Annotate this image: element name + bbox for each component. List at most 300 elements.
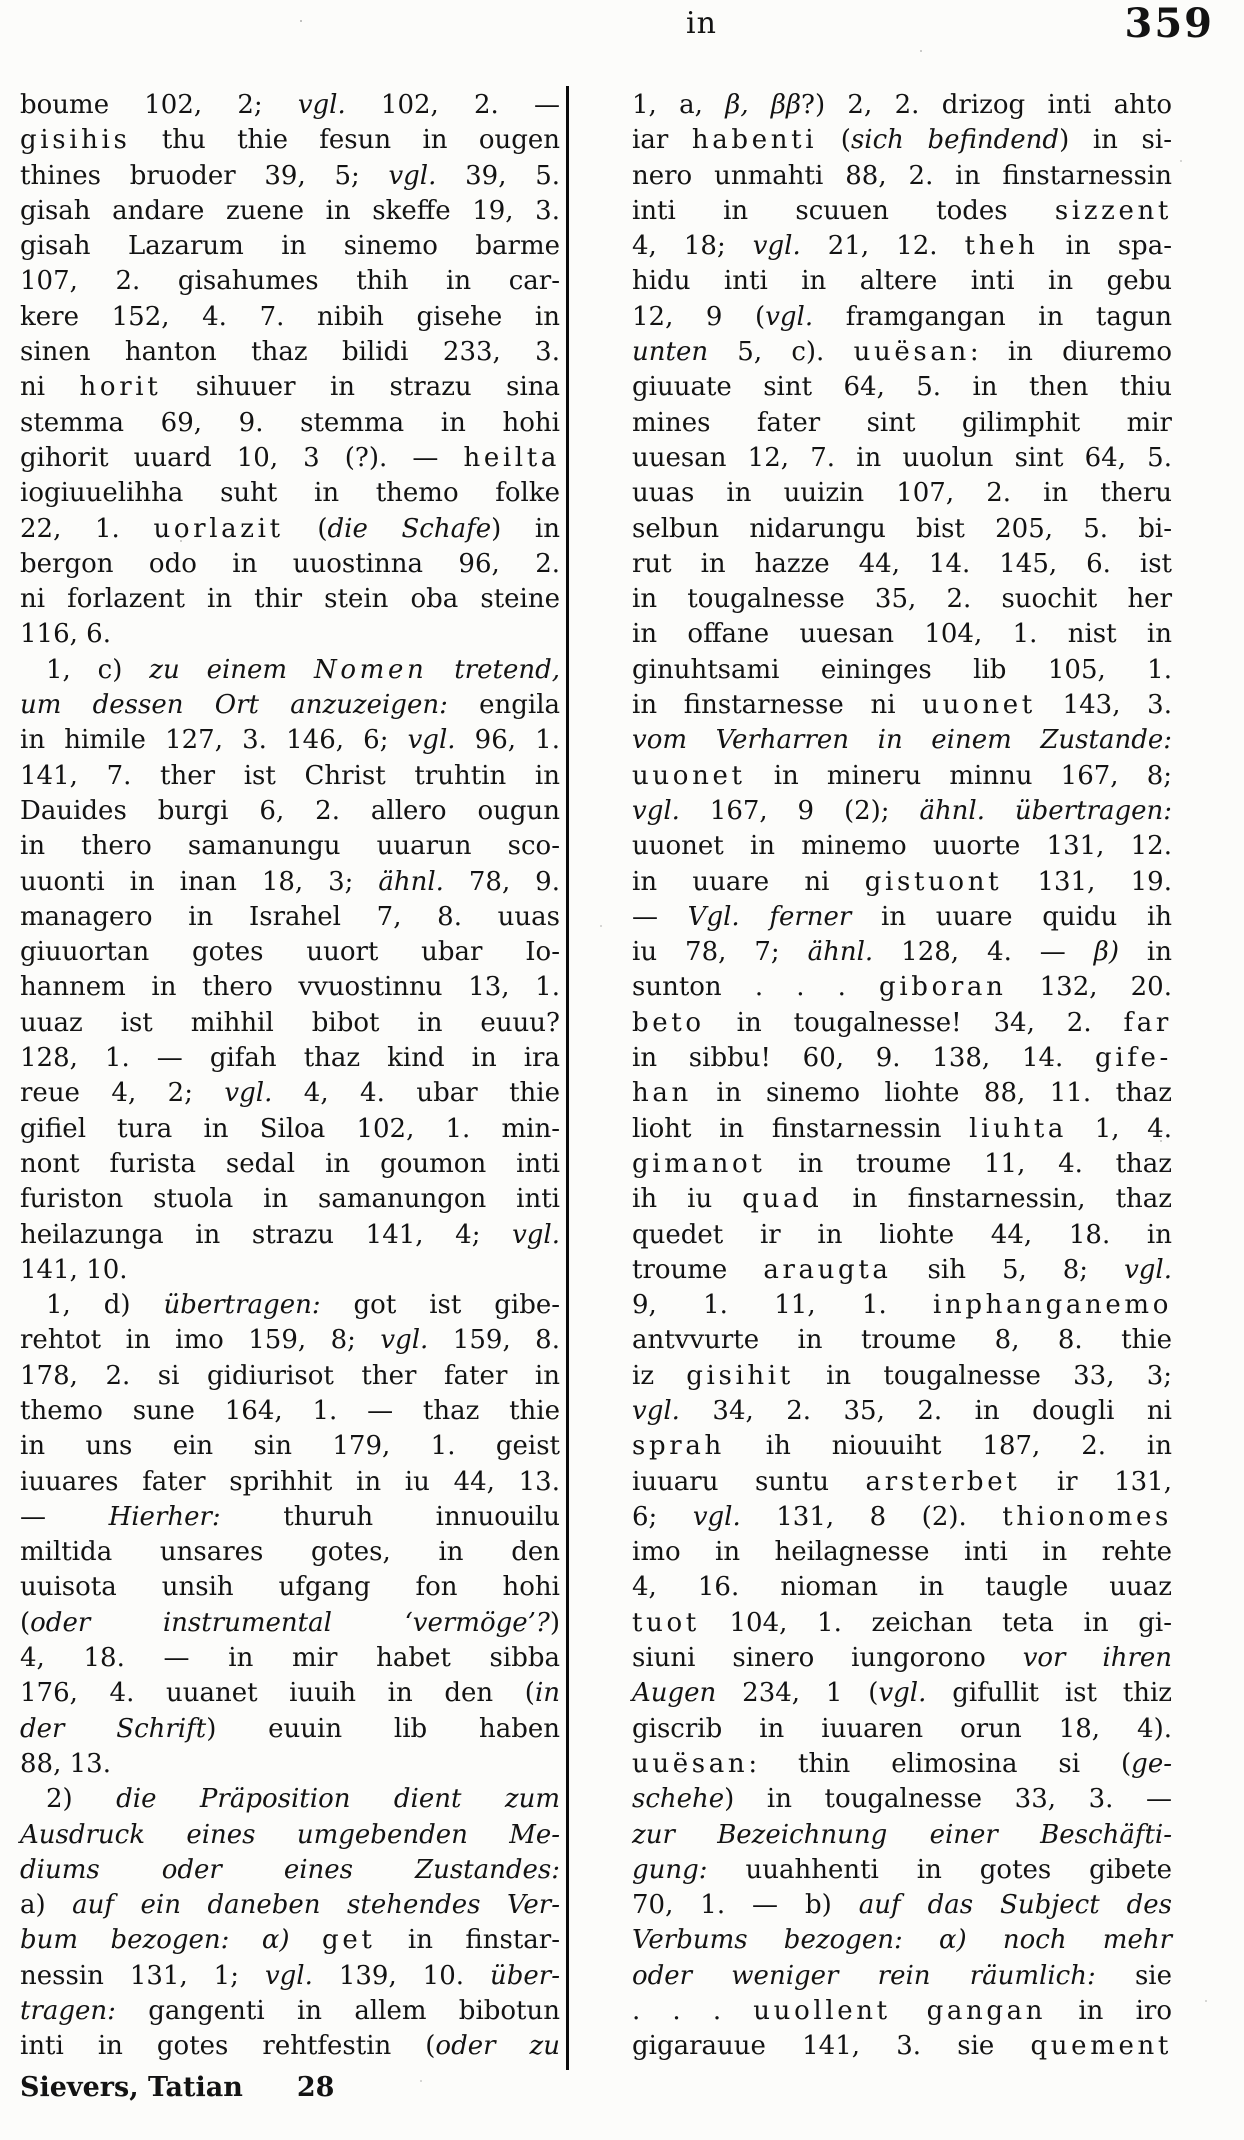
text-segment: 131, 19.	[1002, 866, 1172, 897]
text-segment: lioht in finstarnessin	[632, 1113, 970, 1144]
text-segment: horit	[79, 372, 162, 403]
text-line	[20, 547, 560, 582]
text-segment: vgl.	[752, 231, 801, 262]
text-line	[632, 1076, 1172, 1111]
text-segment: 12, 9 (	[632, 301, 766, 332]
text-segment: gisah andare zuene in skeffe 19, 3.	[20, 195, 560, 226]
text-segment: 88, 13.	[20, 1748, 111, 1779]
text-segment: ähnl.	[378, 866, 444, 897]
text-line	[632, 1429, 1172, 1464]
text-segment: iz	[632, 1360, 687, 1391]
text-line	[632, 229, 1172, 264]
text-line	[20, 582, 560, 617]
text-segment: in troume 11, 4. thaz	[765, 1148, 1172, 1179]
text-segment: theh	[964, 231, 1039, 262]
text-segment: in sinemo liohte 88, 11. thaz	[691, 1078, 1172, 1109]
text-segment: (	[20, 1607, 31, 1638]
text-segment: gihorit uuard 10, 3 (?). —	[20, 442, 464, 473]
text-segment: vgl.	[297, 90, 346, 120]
text-segment: ) in si-	[1059, 125, 1172, 156]
text-segment: vom Verharren in einem Zustande:	[632, 725, 1172, 756]
text-line	[632, 159, 1172, 194]
text-segment: zu einem	[149, 654, 314, 685]
text-segment: thuruh innuouilu	[220, 1501, 560, 1532]
text-line	[20, 1359, 560, 1394]
text-segment: vgl.	[632, 1395, 680, 1426]
text-line	[20, 1465, 560, 1500]
sheet-number: 28	[296, 2072, 335, 2103]
text-segment: gung:	[632, 1854, 708, 1885]
text-segment: get	[322, 1925, 376, 1956]
text-segment: 34, 2. 35, 2. in dougli ni	[679, 1395, 1172, 1426]
text-segment: hidu inti in altere inti in gebu	[632, 266, 1172, 297]
printer-signature: Sievers, Tatian	[20, 2072, 243, 2103]
text-segment: mines fater sint gilimphit mir	[632, 407, 1172, 438]
text-segment: thu thie fesun in ougen	[130, 125, 560, 156]
text-line	[20, 476, 560, 511]
text-segment: 9, 1. 11, 1.	[632, 1290, 934, 1321]
text-segment: han	[632, 1078, 692, 1109]
text-line	[632, 1676, 1172, 1711]
text-line	[632, 1994, 1172, 2029]
text-line	[20, 1535, 560, 1570]
text-segment: sunton . . .	[632, 972, 880, 1003]
text-segment: thionomes	[1002, 1501, 1172, 1532]
text-segment: sih 5, 8;	[891, 1254, 1125, 1285]
text-segment: nero unmahti 88, 2. in finstarnessin	[632, 160, 1172, 191]
text-segment: über-	[490, 1960, 560, 1991]
text-segment: uuaz ist mihhil bibot in euuu?	[20, 1007, 560, 1038]
text-segment: in uuare ni	[632, 866, 865, 897]
text-segment: uuollent gangan	[753, 1996, 1047, 2027]
text-segment: araugta	[763, 1254, 892, 1285]
text-line	[632, 1641, 1172, 1676]
text-segment: 5, c).	[708, 337, 854, 368]
text-line	[632, 1359, 1172, 1394]
text-segment: giuuate sint 64, 5. in then thiu	[632, 372, 1172, 403]
scan-noise	[300, 20, 302, 22]
text-line	[632, 88, 1172, 123]
text-segment: beto	[632, 1007, 705, 1038]
text-segment: 104, 1. zeichan teta in gi-	[699, 1607, 1172, 1638]
text-segment: ni	[20, 372, 80, 403]
text-segment: ge-	[1131, 1748, 1172, 1779]
text-segment: —	[632, 901, 688, 932]
text-line	[20, 865, 560, 900]
text-line	[632, 1112, 1172, 1147]
text-line	[20, 194, 560, 229]
text-line	[632, 865, 1172, 900]
text-segment: vgl.	[765, 301, 814, 332]
text-line	[20, 264, 560, 299]
text-segment: tuot	[632, 1607, 700, 1638]
text-segment: gisihis	[20, 125, 131, 156]
text-segment: (	[283, 513, 328, 544]
text-segment	[967, 1925, 1003, 1955]
text-segment: sinen hanton thaz bilidi 233, 3.	[20, 337, 560, 368]
text-segment: zur Bezeichnung einer Beschäfti-	[632, 1819, 1172, 1850]
text-segment: —	[20, 1501, 109, 1532]
text-line	[20, 1218, 560, 1253]
text-segment: stemma 69, 9. stemma in hohi	[20, 407, 560, 438]
text-line	[20, 1782, 560, 1817]
text-segment: thines bruoder 39, 5;	[20, 160, 389, 191]
text-segment: in uns ein sin 179, 1. geist	[20, 1431, 560, 1462]
text-segment: framgangan in tagun	[813, 301, 1172, 332]
text-segment: sizzent	[1054, 195, 1172, 226]
text-segment: uuësan	[632, 1748, 749, 1779]
text-segment: inphanganemo	[933, 1290, 1172, 1321]
text-line	[20, 88, 560, 123]
text-segment: ginuhtsami eininges lib 105, 1.	[632, 654, 1172, 685]
text-segment: uuisota unsih ufgang fon hohi	[20, 1572, 560, 1603]
text-segment: vgl.	[388, 160, 437, 191]
text-segment: diums oder eines Zustandes:	[20, 1854, 560, 1885]
text-line	[20, 1429, 560, 1464]
text-line	[632, 300, 1172, 335]
text-segment: 128, 1. — gifah thaz kind in ira	[20, 1043, 560, 1074]
text-segment: uuonet in minemo uuorte 131, 12.	[632, 831, 1172, 862]
text-line	[632, 1606, 1172, 1641]
text-segment: in tougalnesse 35, 2. suochit her	[632, 584, 1172, 615]
text-segment: miltida unsares gotes, in den	[20, 1537, 560, 1568]
text-segment: boume 102, 2;	[20, 90, 298, 120]
text-line	[20, 935, 560, 970]
text-line	[20, 406, 560, 441]
text-segment: in offane uuesan 104, 1. nist in	[632, 619, 1172, 650]
text-line	[20, 123, 560, 158]
text-line	[20, 512, 560, 547]
text-segment: vgl.	[632, 795, 680, 826]
text-segment: quedet ir in liohte 44, 18. in	[632, 1219, 1172, 1250]
text-line	[632, 335, 1172, 370]
text-segment: : thin elimosina si (	[748, 1748, 1132, 1779]
text-segment: 139, 10.	[312, 1960, 490, 1991]
text-segment: in finstarnessin, thaz	[822, 1184, 1173, 1215]
text-segment: in iro	[1046, 1996, 1172, 2027]
text-segment: 39, 5.	[436, 160, 560, 191]
text-segment: 1, c)	[46, 654, 150, 685]
text-segment: 1, 4.	[1067, 1113, 1172, 1144]
text-segment: gisah Lazarum in sinemo barme	[20, 231, 560, 262]
text-segment: nont furista sedal in goumon inti	[20, 1148, 560, 1179]
text-segment: 176, 4. uuanet iuuih in den (	[20, 1678, 535, 1709]
text-segment: iar	[632, 125, 692, 156]
text-line	[632, 476, 1172, 511]
text-segment: giscrib in iuuaren orun 18, 4).	[632, 1713, 1172, 1744]
text-segment: die Präposition dient zum	[116, 1784, 560, 1815]
text-segment: a)	[20, 1890, 73, 1921]
text-segment: 128, 4. —	[873, 937, 1094, 968]
text-segment: sihuuer in strazu sina	[161, 372, 560, 403]
text-line	[632, 617, 1172, 652]
text-line	[20, 1923, 560, 1958]
left-text-column	[20, 88, 560, 2065]
text-segment: heilazunga in strazu 141, 4;	[20, 1219, 513, 1250]
text-line	[20, 335, 560, 370]
text-line	[632, 1782, 1172, 1817]
text-segment: (	[817, 125, 851, 156]
text-line	[632, 688, 1172, 723]
text-segment: antvvurte in troume 8, 8. thie	[632, 1325, 1172, 1356]
text-line	[632, 1500, 1172, 1535]
text-segment: kere 152, 4. 7. nibih gisehe in	[20, 301, 560, 332]
text-line	[632, 441, 1172, 476]
text-line	[632, 547, 1172, 582]
text-segment: in finstar-	[375, 1925, 560, 1956]
text-line	[632, 1747, 1172, 1782]
text-segment: 178, 2. si gidiurisot ther fater in	[20, 1360, 560, 1391]
text-segment: 143, 3.	[1035, 690, 1172, 721]
text-segment: uuonet	[922, 690, 1036, 721]
text-line	[632, 794, 1172, 829]
text-segment: 4, 16. nioman in taugle uuaz	[632, 1572, 1172, 1603]
text-segment: 116, 6.	[20, 619, 111, 650]
text-segment: 6;	[632, 1501, 693, 1532]
text-segment: in	[1118, 937, 1172, 968]
text-segment: reue 4, 2;	[20, 1078, 225, 1109]
text-segment: Vgl. ferner	[687, 901, 852, 932]
text-line	[20, 1500, 560, 1535]
text-segment: vgl.	[878, 1678, 927, 1709]
text-segment: Verbums bezogen:	[632, 1925, 903, 1956]
text-segment: troume	[632, 1254, 764, 1285]
text-segment: managero in Israhel 7, 8. uuas	[20, 901, 560, 932]
text-segment: uuonti in inan 18, 3;	[20, 866, 379, 897]
text-segment	[229, 1925, 261, 1955]
text-segment: 1, d)	[46, 1290, 164, 1321]
page-number: 359	[1124, 0, 1214, 47]
text-segment: gangenti in allem bibotun	[115, 1996, 560, 2027]
text-segment: 167, 9 (2);	[679, 795, 920, 826]
text-segment: α)	[261, 1925, 290, 1956]
text-segment: giuuortan gotes uuort ubar Io-	[20, 937, 560, 968]
text-segment: 1, a,	[632, 90, 726, 120]
text-line	[20, 1112, 560, 1147]
text-segment: oder weniger rein räumlich:	[632, 1960, 1096, 1991]
text-line	[20, 300, 560, 335]
text-segment: vgl.	[380, 1325, 429, 1356]
text-segment: ähnl. übertragen:	[919, 795, 1172, 826]
text-segment: gisihit	[686, 1360, 794, 1391]
text-segment: Augen	[632, 1678, 717, 1709]
text-line	[632, 1959, 1172, 1994]
text-line	[20, 1641, 560, 1676]
text-segment: 2)	[46, 1784, 117, 1815]
text-segment: in tougalnesse 33, 3;	[793, 1360, 1173, 1391]
text-segment: rehtot in imo 159, 8;	[20, 1325, 381, 1356]
text-segment: ) in tougalnesse 33, 3. —	[724, 1784, 1172, 1815]
text-line	[632, 1288, 1172, 1323]
text-segment: 4, 18. — in mir habet sibba	[20, 1643, 560, 1674]
text-line	[20, 1888, 560, 1923]
text-segment: in mineru minnu 167, 8;	[745, 760, 1172, 791]
text-segment: Ausdruck eines umgebenden Me-	[20, 1819, 560, 1850]
text-segment: 22, 1.	[20, 513, 154, 544]
text-segment: ih iu	[632, 1184, 743, 1215]
text-segment: 96, 1.	[455, 725, 560, 756]
text-segment: in himile 127, 3. 146, 6;	[20, 725, 408, 756]
text-line	[20, 653, 560, 688]
text-segment: ähnl.	[807, 937, 874, 968]
text-segment: 234, 1 (	[716, 1678, 879, 1709]
text-segment: β)	[1093, 937, 1119, 968]
text-segment: uuonet	[632, 760, 746, 791]
text-line	[20, 1182, 560, 1217]
text-segment: oder instrumental ‘vermöge’?	[30, 1607, 550, 1638]
text-line	[20, 1076, 560, 1111]
text-segment: 141, 7. ther ist Christ truhtin in	[20, 760, 560, 791]
text-segment: engila	[447, 690, 561, 721]
text-line	[20, 970, 560, 1005]
text-line	[20, 159, 560, 194]
text-segment: auf ein daneben stehendes Ver-	[72, 1890, 560, 1921]
text-segment: 70, 1. — b)	[632, 1890, 859, 1921]
text-segment: in spa-	[1038, 231, 1172, 262]
text-segment: vgl.	[692, 1501, 741, 1532]
text-segment: ?) 2, 2. drizog inti ahto	[801, 90, 1173, 120]
text-segment: in uuare quidu ih	[851, 901, 1173, 932]
text-segment: sich befindend	[850, 125, 1060, 156]
text-line	[20, 759, 560, 794]
text-line	[20, 1712, 560, 1747]
text-segment: uuahhenti in gotes gibete	[707, 1854, 1172, 1885]
text-segment: 4, 18;	[632, 231, 753, 262]
text-segment: vgl.	[1124, 1254, 1172, 1285]
text-line	[20, 370, 560, 405]
text-line	[20, 1394, 560, 1429]
text-segment: β, ββ	[725, 90, 801, 120]
text-segment: furiston stuola in samanungon inti	[20, 1184, 560, 1215]
text-segment: 131, 8 (2).	[740, 1501, 1003, 1532]
text-line	[20, 1323, 560, 1358]
footer	[20, 2072, 334, 2103]
text-segment: 107, 2. gisahumes thih in car-	[20, 266, 560, 297]
text-line	[632, 1853, 1172, 1888]
text-line	[20, 794, 560, 829]
text-segment: iuuares fater sprihhit in iu 44, 13.	[20, 1466, 560, 1497]
text-line	[20, 1606, 560, 1641]
right-text-column	[632, 88, 1172, 2065]
text-segment	[903, 1925, 939, 1955]
text-segment: gistuont	[864, 866, 1003, 897]
text-line	[20, 1994, 560, 2029]
text-segment: Hierher:	[108, 1501, 221, 1532]
text-segment: iuuaru suntu	[632, 1466, 866, 1497]
text-segment: in sibbu! 60, 9. 138, 14.	[632, 1043, 1096, 1074]
text-line	[632, 1535, 1172, 1570]
text-segment: sprah	[632, 1431, 725, 1462]
text-segment: übertragen:	[163, 1290, 321, 1321]
text-segment: uuësan	[853, 337, 970, 368]
text-segment: Nomen	[313, 654, 428, 685]
text-segment: in thero samanungu uuarun sco-	[20, 831, 560, 862]
text-line	[20, 1818, 560, 1853]
text-segment: quement	[1030, 2031, 1172, 2062]
text-line	[20, 688, 560, 723]
text-line	[20, 1959, 560, 1994]
text-line	[20, 1676, 560, 1711]
text-segment: noch mehr	[1002, 1925, 1173, 1956]
text-line	[632, 935, 1172, 970]
text-segment: 159, 8.	[428, 1325, 560, 1356]
text-segment: ni forlazent in thir stein oba steine	[20, 584, 560, 615]
text-line	[20, 617, 560, 652]
text-segment: gife-	[1095, 1043, 1172, 1074]
column-divider-rule	[566, 86, 569, 2070]
text-segment: inti in scuuen todes	[632, 195, 1055, 226]
text-segment: inti in gotes rehtfestin (	[20, 2031, 436, 2062]
text-segment: die Schafe	[327, 513, 492, 544]
text-segment: Dauides burgi 6, 2. allero ougun	[20, 795, 560, 826]
text-line	[632, 1712, 1172, 1747]
text-line	[632, 2029, 1172, 2064]
text-line	[632, 1570, 1172, 1605]
text-line	[632, 194, 1172, 229]
text-line	[632, 1818, 1172, 1853]
text-segment: gimanot	[632, 1148, 766, 1179]
text-segment: tretend,	[427, 654, 560, 685]
text-line	[632, 653, 1172, 688]
text-segment: siuni sinero iungorono	[632, 1643, 1023, 1674]
text-segment: heilta	[463, 442, 560, 473]
text-line	[632, 582, 1172, 617]
text-segment: der Schrift	[20, 1713, 207, 1744]
text-line	[20, 1147, 560, 1182]
text-line	[632, 1394, 1172, 1429]
text-segment: 21, 12.	[800, 231, 965, 262]
text-segment: ir 131,	[1020, 1466, 1172, 1497]
text-segment: 102, 2. —	[345, 90, 560, 120]
text-segment: gifullit ist thiz	[926, 1678, 1172, 1709]
text-line	[632, 970, 1172, 1005]
text-segment: )	[549, 1607, 560, 1638]
text-line	[20, 1006, 560, 1041]
text-segment: 4, 4. ubar thie	[272, 1078, 560, 1109]
text-segment: got ist gibe-	[320, 1290, 561, 1321]
text-segment: 141, 10.	[20, 1254, 128, 1285]
running-title: in	[686, 6, 717, 41]
text-segment: tragen:	[20, 1996, 116, 2027]
text-segment: : in diuremo	[969, 337, 1172, 368]
text-line	[632, 1323, 1172, 1358]
text-segment: giboran	[879, 972, 1007, 1003]
text-line	[20, 441, 560, 476]
text-segment: ih niouuiht 187, 2. in	[724, 1431, 1172, 1462]
text-segment	[290, 1925, 322, 1955]
text-segment: imo in heilagnesse inti in rehte	[632, 1537, 1172, 1568]
text-segment: vgl.	[264, 1960, 313, 1991]
text-line	[20, 1288, 560, 1323]
text-segment: sie	[1095, 1960, 1172, 1991]
text-segment: bum bezogen:	[20, 1925, 230, 1956]
text-line	[632, 900, 1172, 935]
text-segment: rut in hazze 44, 14. 145, 6. ist	[632, 548, 1172, 579]
text-line	[20, 1853, 560, 1888]
text-segment: uuesan 12, 7. in uuolun sint 64, 5.	[632, 442, 1172, 473]
text-segment: 78, 9.	[443, 866, 560, 897]
text-line	[20, 723, 560, 758]
text-line	[632, 829, 1172, 864]
text-segment: iogiuuelihha suht in themo folke	[20, 478, 560, 509]
text-line	[20, 229, 560, 264]
text-segment: uorlazit	[153, 513, 284, 544]
text-segment: oder zu	[435, 2031, 560, 2062]
text-segment: arsterbet	[865, 1466, 1021, 1497]
text-segment: unten	[632, 337, 709, 368]
text-line	[20, 1747, 560, 1782]
text-segment: schehe	[632, 1784, 725, 1815]
